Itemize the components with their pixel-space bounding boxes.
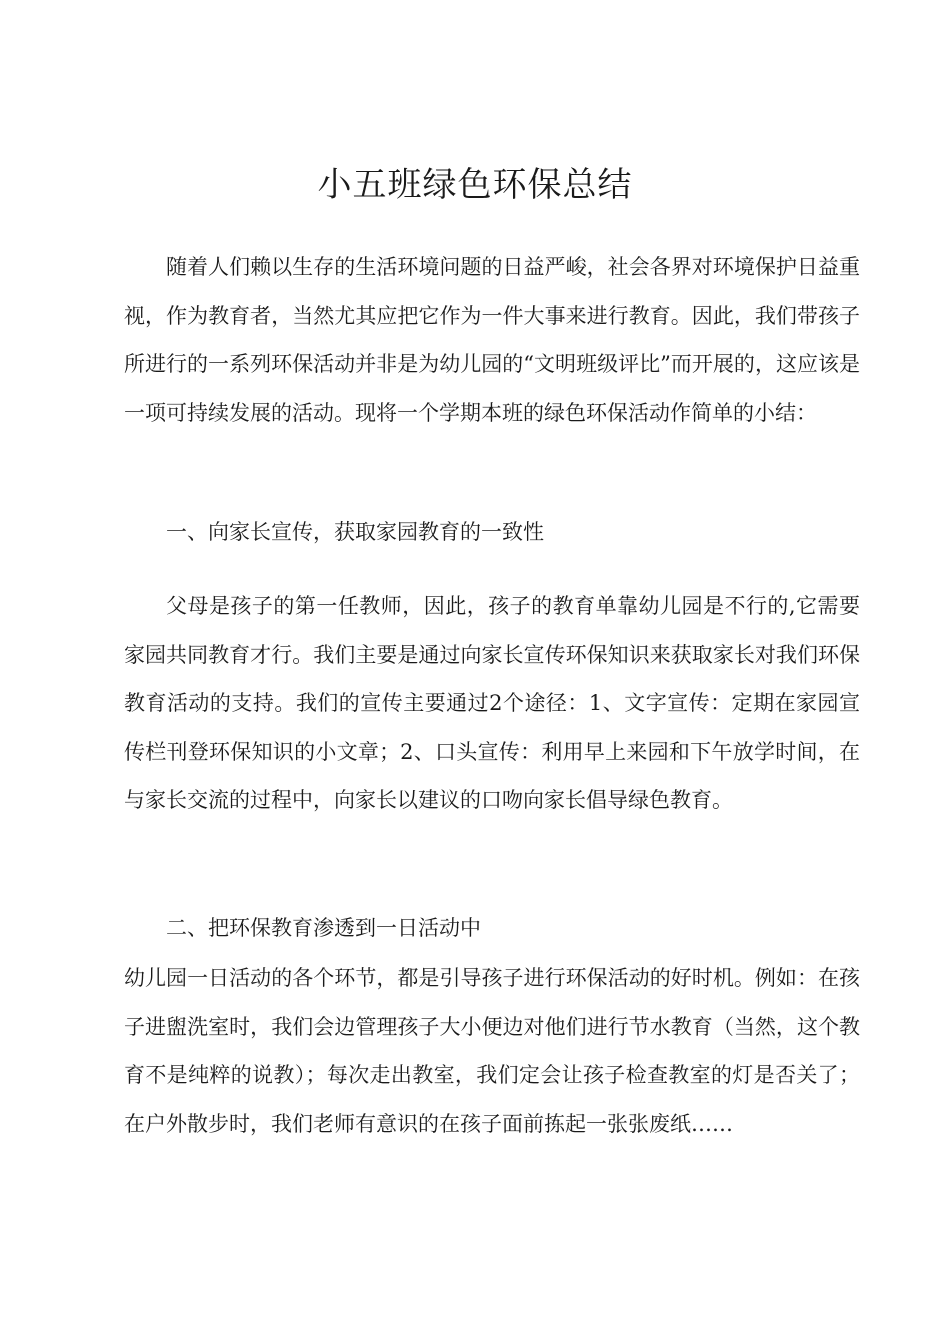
- section-body-1: 父母是孩子的第一任教师，因此，孩子的教育单靠幼儿园是不行的,它需要家园共同教育才行。我们主要是通过向家长宣传环保知识来获取家长对我们环保教育活动的支持。我们的宣传主要通过2个途径：1、文字宣传：定期在家园宣传栏刊登环保知识的小文章；2、口头宣传：利用早上来园和下午放学时间，在与家长交流的过程中，向家长以建议的口吻向家长倡导绿色教育。: [124, 594, 860, 812]
- section-heading-1: 一、向家长宣传，获取家园教育的一致性: [166, 520, 544, 544]
- intro-paragraph: 随着人们赖以生存的生活环境问题的日益严峻，社会各界对环境保护日益重视，作为教育者，当然尤其应把它作为一件大事来进行教育。因此，我们带孩子所进行的一系列环保活动并非是为幼儿园的“文明班级评比”而开展的，这应该是一项可持续发展的活动。现将一个学期本班的绿色环保活动作简单的小结：: [124, 255, 860, 425]
- section-body-2: 幼儿园一日活动的各个环节，都是引导孩子进行环保活动的好时机。例如：在孩子进盥洗室时，我们会边管理孩子大小便边对他们进行节水教育（当然，这个教育不是纯粹的说教）；每次走出教室，我们定会让孩子检查教室的灯是否关了；在户外散步时，我们老师有意识的在孩子面前拣起一张张废纸……: [124, 966, 860, 1136]
- section-heading-2: 二、把环保教育渗透到一日活动中: [166, 916, 481, 940]
- document-title: 小五班绿色环保总结: [317, 165, 633, 205]
